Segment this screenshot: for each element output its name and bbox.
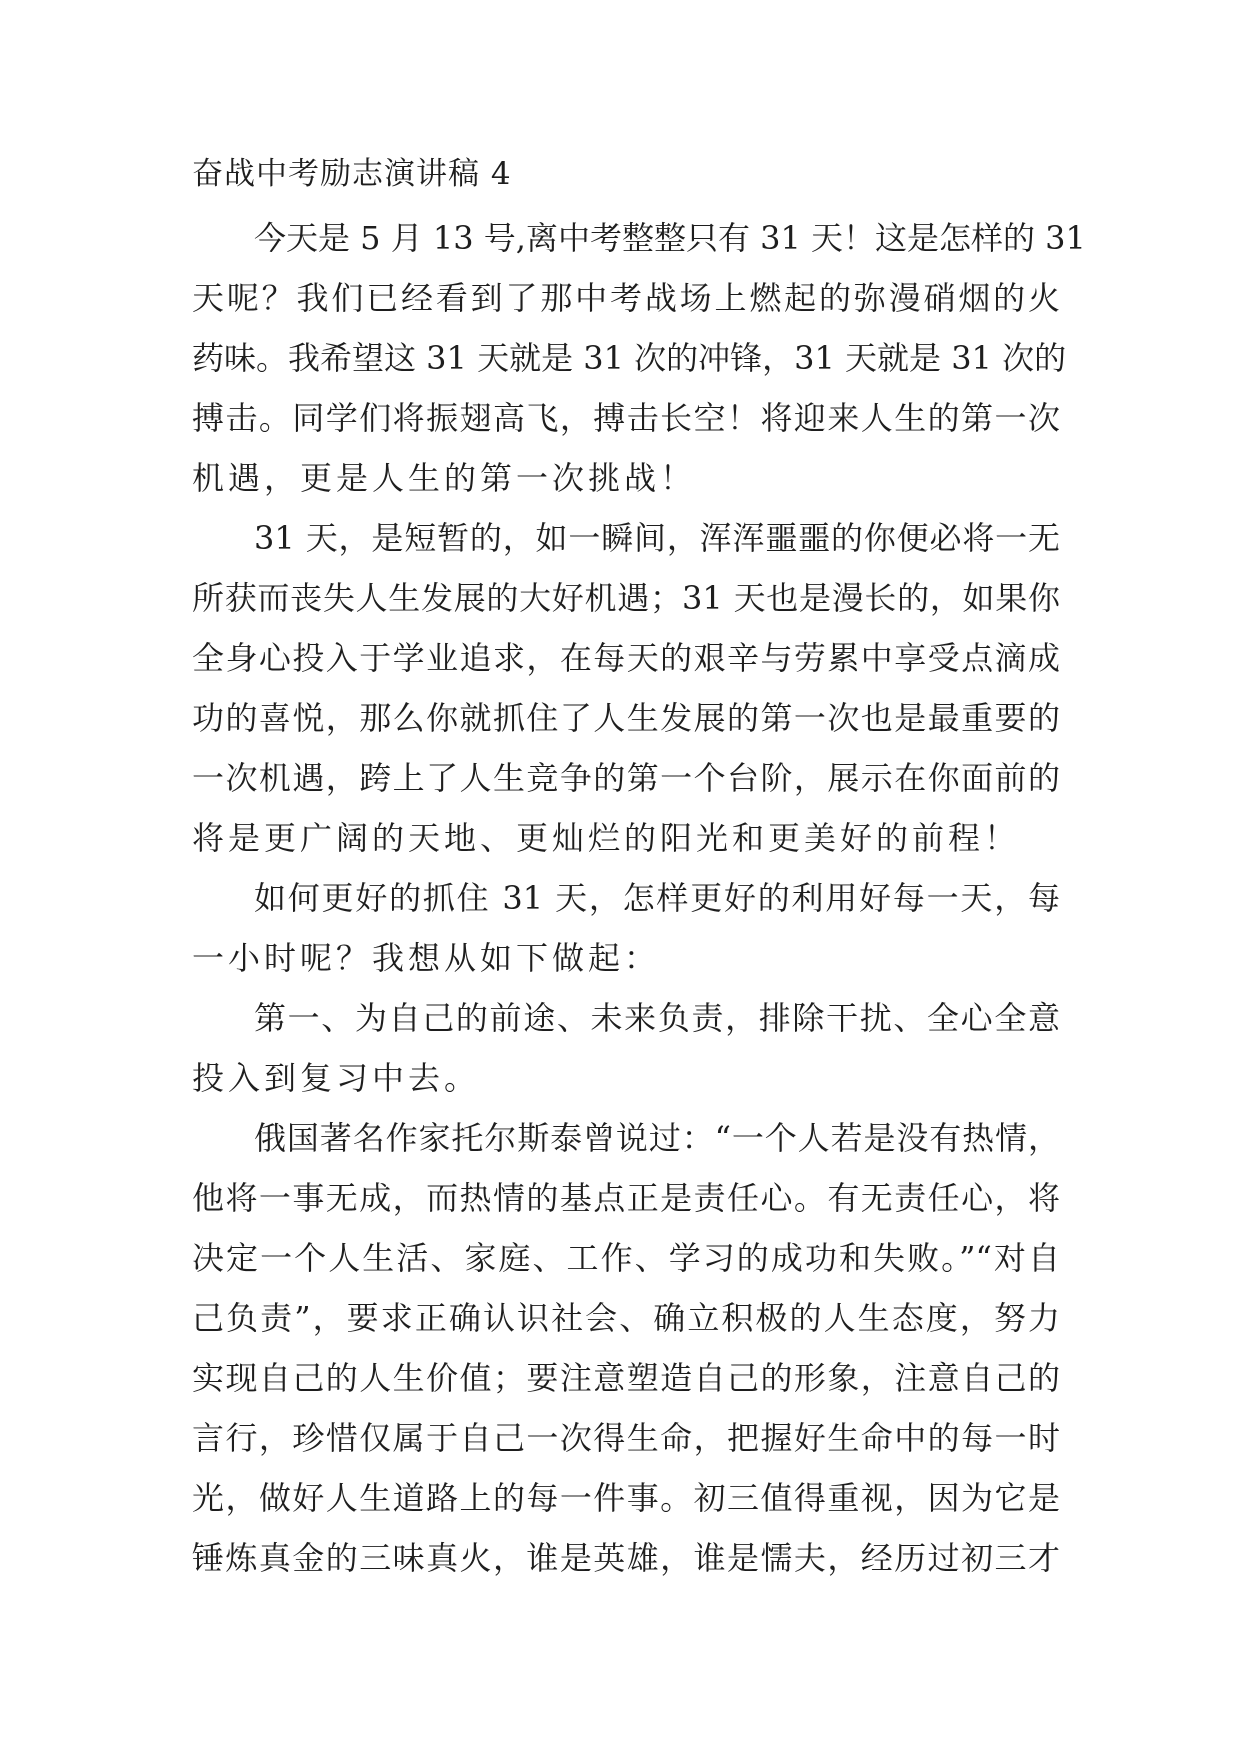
text-line: 功的喜悦，那么你就抓住了人生发展的第一次也是最重要的 bbox=[192, 699, 1060, 737]
paragraph-2 bbox=[192, 508, 1060, 868]
text-line: 今天是 5 月 13 号,离中考整整只有 31 天！这是怎样的 31 bbox=[254, 219, 1086, 257]
text-line: 一次机遇，跨上了人生竞争的第一个台阶，展示在你面前的 bbox=[192, 759, 1060, 797]
document-title: 奋战中考励志演讲稿 4 bbox=[192, 156, 512, 192]
text-line: 全身心投入于学业追求，在每天的艰辛与劳累中享受点滴成 bbox=[192, 639, 1060, 677]
text-line: 将是更广阔的天地、更灿烂的阳光和更美好的前程！ bbox=[192, 819, 1021, 857]
text-line: 天呢？我们已经看到了那中考战场上燃起的弥漫硝烟的火 bbox=[192, 279, 1060, 317]
paragraph-3 bbox=[192, 868, 1060, 988]
paragraph-1 bbox=[192, 208, 1086, 508]
text-line: 己负责”，要求正确认识社会、确立积极的人生态度，努力 bbox=[192, 1299, 1060, 1337]
text-line: 如何更好的抓住 31 天，怎样更好的利用好每一天，每 bbox=[254, 879, 1060, 917]
document-content bbox=[192, 156, 1086, 1588]
text-line: 决定一个人生活、家庭、工作、学习的成功和失败。”“对自 bbox=[192, 1239, 1060, 1277]
text-line: 言行，珍惜仅属于自己一次得生命，把握好生命中的每一时 bbox=[192, 1419, 1060, 1457]
text-line: 搏击。同学们将振翅高飞，搏击长空！将迎来人生的第一次 bbox=[192, 399, 1060, 437]
paragraph-5 bbox=[192, 1108, 1060, 1588]
text-line: 所获而丧失人生发展的大好机遇；31 天也是漫长的，如果你 bbox=[192, 579, 1060, 617]
text-line: 机遇，更是人生的第一次挑战！ bbox=[192, 459, 697, 497]
text-line: 31 天，是短暂的，如一瞬间，浑浑噩噩的你便必将一无 bbox=[254, 519, 1060, 557]
text-line: 药味。我希望这 31 天就是 31 次的冲锋，31 天就是 31 次的 bbox=[192, 339, 1067, 377]
paragraph-4 bbox=[192, 988, 1060, 1108]
text-line: 俄国著名作家托尔斯泰曾说过：“一个人若是没有热情， bbox=[254, 1119, 1060, 1157]
text-line: 一小时呢？我想从如下做起： bbox=[192, 939, 661, 977]
text-line: 锤炼真金的三味真火，谁是英雄，谁是懦夫，经历过初三才 bbox=[192, 1539, 1060, 1577]
text-line: 光，做好人生道路上的每一件事。初三值得重视，因为它是 bbox=[192, 1479, 1060, 1517]
text-line: 他将一事无成，而热情的基点正是责任心。有无责任心，将 bbox=[192, 1179, 1060, 1217]
text-line: 投入到复习中去。 bbox=[192, 1059, 481, 1097]
text-line: 第一、为自己的前途、未来负责，排除干扰、全心全意 bbox=[254, 999, 1060, 1037]
text-line: 实现自己的人生价值；要注意塑造自己的形象，注意自己的 bbox=[192, 1359, 1060, 1397]
